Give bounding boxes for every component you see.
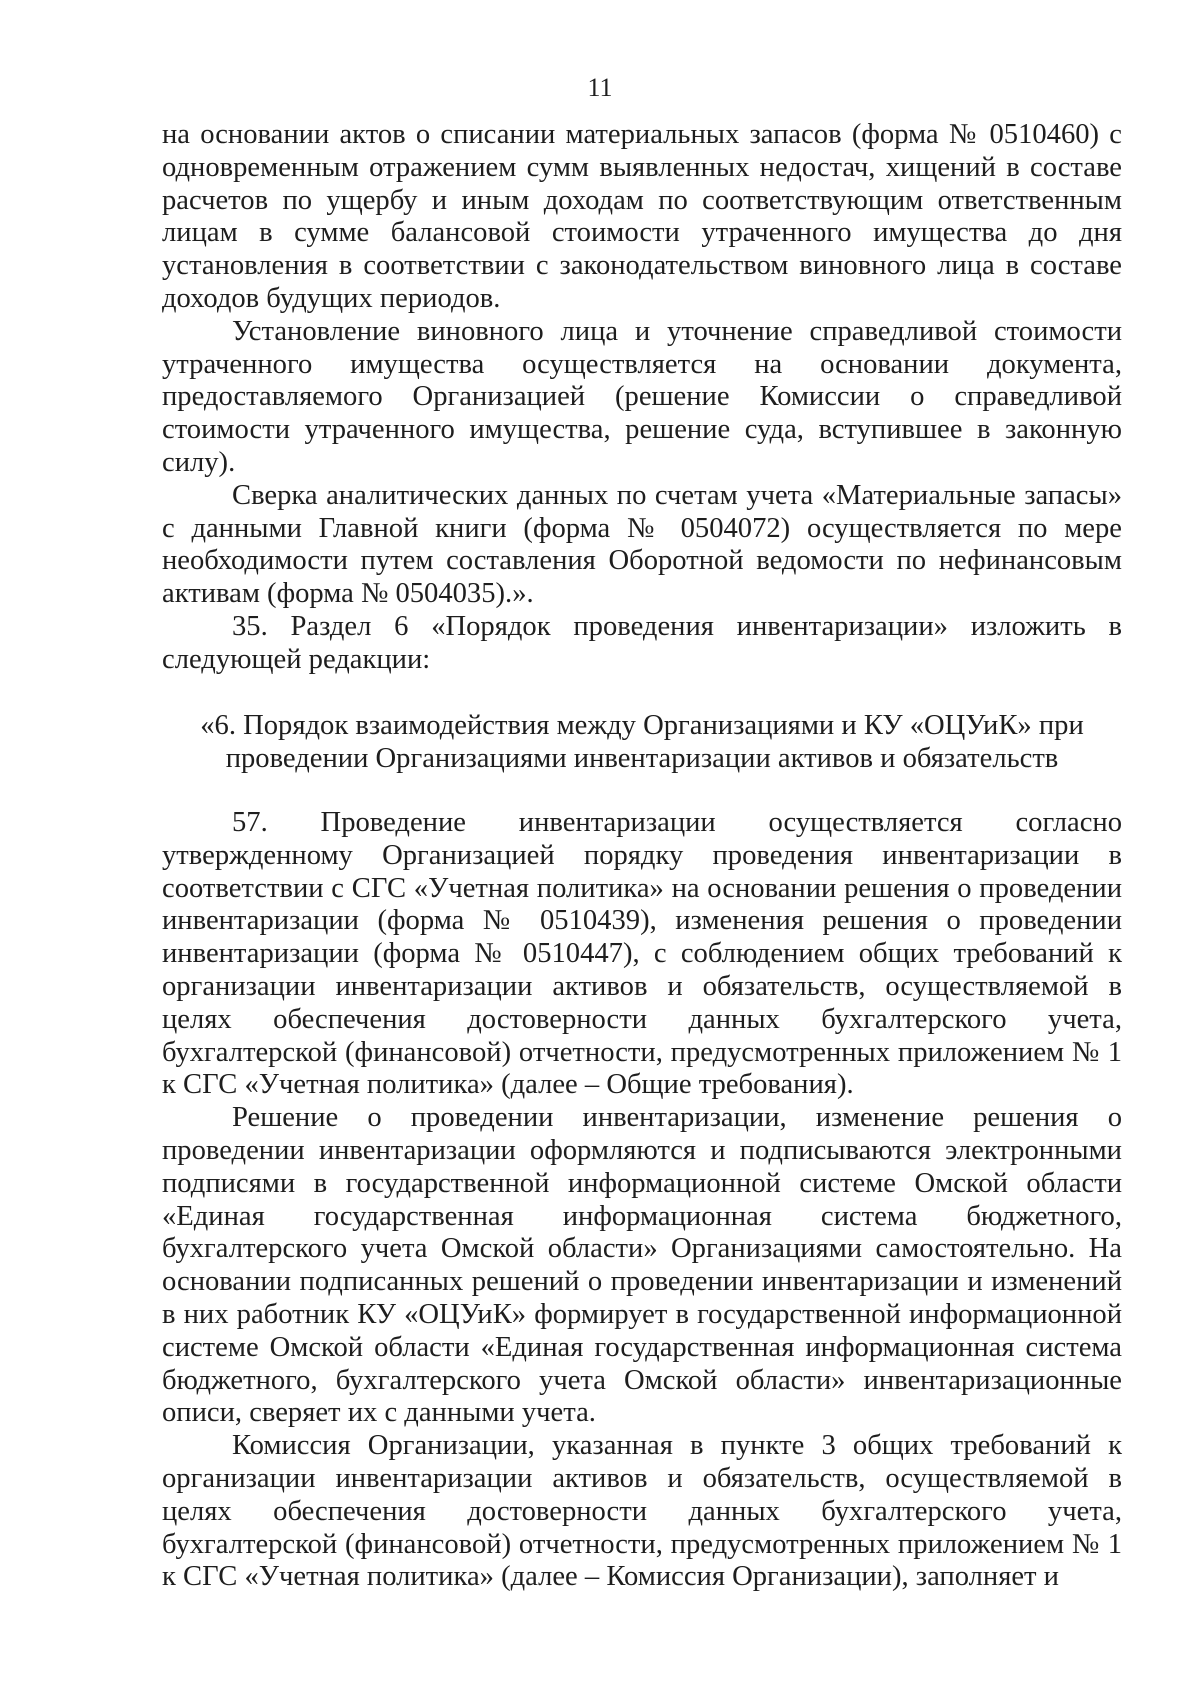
section-heading-line-2: проведении Организациями инвентаризации активов и обязательств bbox=[225, 743, 1059, 774]
page-number: 11 bbox=[587, 73, 613, 102]
paragraph-commission: Комиссия Организации, указанная в пункте 3 общих требований к организации инвентаризации активов и обязательств, осуществляемой в целях обеспечения достоверности данных бухгалтерского учета, бухгалтерской (финансовой) отчетности, предусмотренных приложением № 1 к СГС «Учетная политика» (далее – Комиссия Организации), заполняет и bbox=[162, 1430, 1122, 1593]
section-heading-line-1: «6. Порядок взаимодействия между Организациями и КУ «ОЦУиК» при bbox=[200, 710, 1084, 741]
paragraph-continuation: на основании актов о списании материальных запасов (форма № 0510460) с одновременным отражением сумм выявленных недостач, хищений в составе расчетов по ущербу и иным доходам по соответствующим ответственным лицам в сумме балансовой стоимости утраченного имущества до дня установления в соответствии с законодательством виновного лица в составе доходов будущих периодов. bbox=[162, 119, 1122, 314]
paragraph-item-57: 57. Проведение инвентаризации осуществляется согласно утвержденному Организацией порядку проведения инвентаризации в соответствии с СГС «Учетная политика» на основании решения о проведении инвентаризации (форма № 0510439), изменения решения о проведении инвентаризации (форма № 0510447), с соблюдением общих требований к организации инвентаризации активов и обязательств, осуществляемой в целях обеспечения достоверности данных бухгалтерского учета, бухгалтерской (финансовой) отчетности, предусмотренных приложением № 1 к СГС «Учетная политика» (далее – Общие требования). bbox=[162, 807, 1122, 1101]
paragraph-item-35: 35. Раздел 6 «Порядок проведения инвентаризации» изложить в следующей редакции: bbox=[162, 610, 1122, 675]
paragraph-reconciliation: Сверка аналитических данных по счетам учета «Материальные запасы» с данными Главной книги (форма № 0504072) осуществляется по мере необходимости путем составления Оборотной ведомости по нефинансовым активам (форма № 0504035).». bbox=[162, 479, 1122, 610]
body-text-top bbox=[162, 119, 1122, 677]
body-text-bottom bbox=[162, 807, 1122, 1594]
section-heading bbox=[162, 709, 1122, 775]
paragraph-inventory-decision: Решение о проведении инвентаризации, изменение решения о проведении инвентаризации оформляются и подписываются электронными подписями в государственной информационной системе Омской области «Единая государственная информационная система бюджетного, бухгалтерского учета Омской области» Организациями самостоятельно. На основании подписанных решений о проведении инвентаризации и изменений в них работник КУ «ОЦУиК» формирует в государственной информационной системе Омской области «Единая государственная информационная система бюджетного, бухгалтерского учета Омской области» инвентаризационные описи, сверяет их с данными учета. bbox=[162, 1102, 1122, 1429]
paragraph-culprit-establishment: Установление виновного лица и уточнение справедливой стоимости утраченного имущества осуществляется на основании документа, предоставляемого Организацией (решение Комиссии о справедливой стоимости утраченного имущества, решение суда, вступившее в законную силу). bbox=[162, 315, 1122, 478]
